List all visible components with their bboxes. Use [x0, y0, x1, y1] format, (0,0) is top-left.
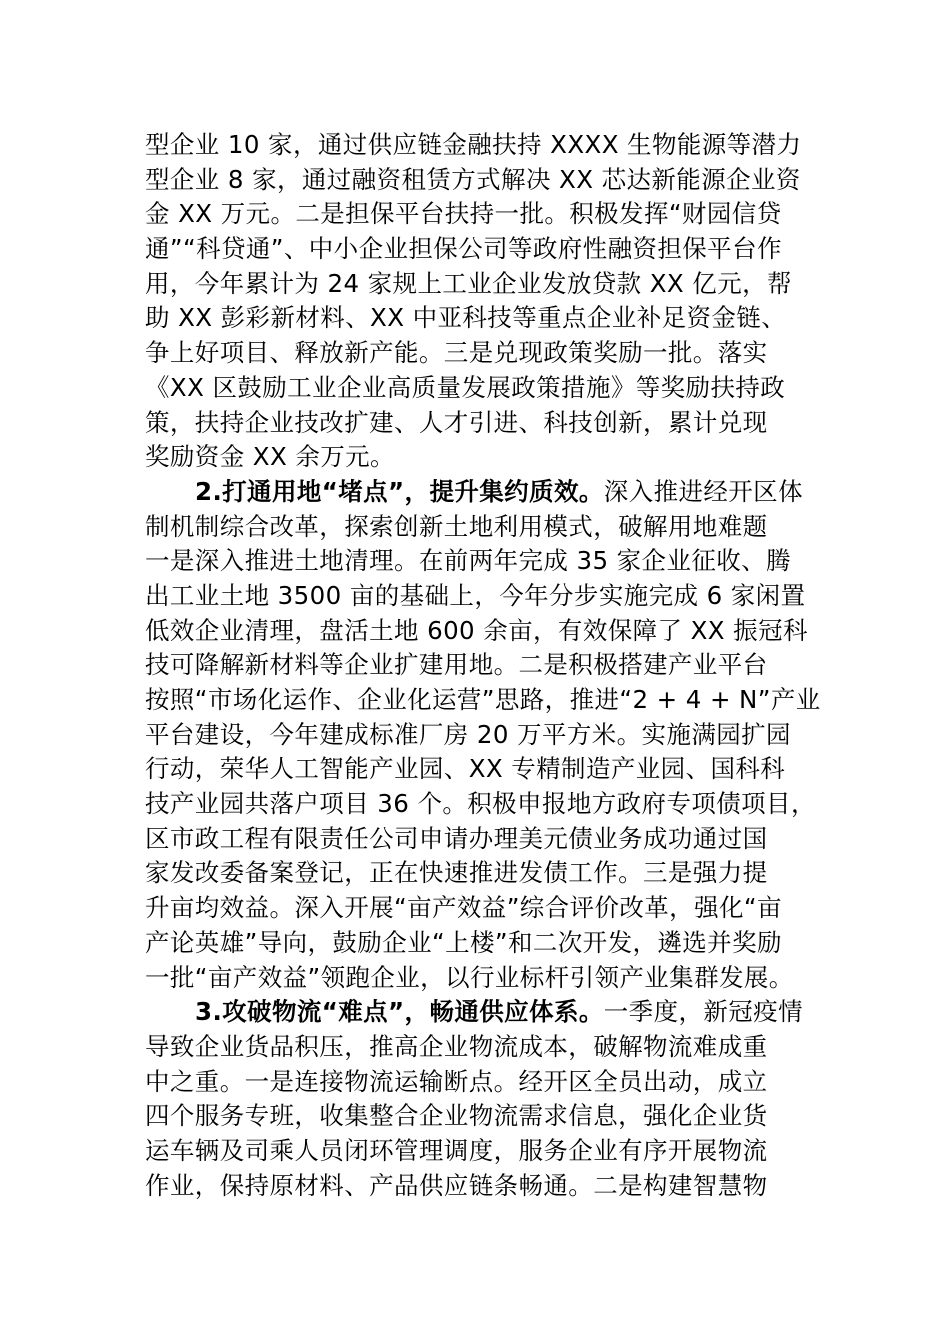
- text-line: 导致企业货品积压，推高企业物流成本，破解物流难成重: [145, 1031, 768, 1061]
- text-line: 金 XX 万元。二是担保平台扶持一批。积极发挥“财园信贷: [145, 199, 782, 229]
- text-line: 通”“科贷通”、中小企业担保公司等政府性融资担保平台作: [145, 234, 782, 264]
- text-line: 家发改委备案登记，正在快速推进发债工作。三是强力提: [145, 858, 768, 888]
- text-line: 《XX 区鼓励工业企业高质量发展政策措施》等奖励扶持政: [145, 372, 786, 402]
- text-line: 出工业土地 3500 亩的基础上，今年分步实施完成 6 家闲置: [145, 580, 806, 610]
- text-line: 作业，保持原材料、产品供应链条畅通。二是构建智慧物: [145, 1170, 768, 1200]
- text-line: 行动，荣华人工智能产业园、XX 专精制造产业园、国科科: [145, 754, 786, 784]
- document-page: [145, 128, 821, 1203]
- text-line: 产论英雄”导向，鼓励企业“上楼”和二次开发，遴选并奖励: [145, 927, 782, 957]
- text-line: 技可降解新材料等企业扩建用地。二是积极搭建产业平台: [145, 650, 768, 680]
- text-line: 运车辆及司乘人员闭环管理调度，服务企业有序开展物流: [145, 1135, 768, 1165]
- text-line: 助 XX 彭彩新材料、XX 中亚科技等重点企业补足资金链、: [145, 303, 787, 333]
- text-line: 按照“市场化运作、企业化运营”思路，推进“2 + 4 + N”产业: [145, 685, 821, 714]
- text-line: 区市政工程有限责任公司申请办理美元债业务成功通过国: [145, 823, 768, 853]
- text-line: 制机制综合改革，探索创新土地利用模式，破解用地难题: [145, 511, 768, 541]
- section-3-heading: 3.攻破物流“难点”，畅通供应体系。: [195, 997, 604, 1027]
- text-line: 升亩均效益。深入开展“亩产效益”综合评价改革，强化“亩: [145, 893, 782, 923]
- text-line: 技产业园共落户项目 36 个。积极申报地方政府专项债项目，: [145, 789, 816, 819]
- section-3-first-line: [145, 995, 807, 1030]
- text-line: 四个服务专班，收集整合企业物流需求信息，强化企业货: [145, 1101, 768, 1131]
- text-line: 一是深入推进土地清理。在前两年完成 35 家企业征收、腾: [145, 546, 791, 576]
- text-line: 中之重。一是连接物流运输断点。经开区全员出动，成立: [145, 1066, 768, 1096]
- text-line: 争上好项目、释放新产能。三是兑现政策奖励一批。落实: [145, 338, 768, 368]
- text-line: 一批“亩产效益”领跑企业，以行业标杆引领产业集群发展。: [145, 962, 794, 992]
- text-line: 奖励资金 XX 余万元。: [145, 442, 395, 472]
- text-line: 策，扶持企业技改扩建、人才引进、科技创新，累计兑现: [145, 407, 768, 437]
- text-line: 型企业 10 家，通过供应链金融扶持 XXXX 生物能源等潜力: [145, 130, 802, 159]
- text-line: 低效企业清理，盘活土地 600 余亩，有效保障了 XX 振冠科: [145, 615, 808, 645]
- text-line: 平台建设，今年建成标准厂房 20 万平方米。实施满园扩园: [145, 719, 791, 749]
- section-2-first-line: [145, 475, 807, 510]
- section-2-first-text: 深入推进经开区体: [603, 476, 803, 506]
- text-line: 型企业 8 家，通过融资租赁方式解决 XX 芯达新能源企业资: [145, 164, 801, 194]
- section-2-heading: 2.打通用地“堵点”，提升集约质效。: [195, 476, 604, 506]
- section-3-first-text: 一季度，新冠疫情: [603, 997, 803, 1027]
- text-line: 用，今年累计为 24 家规上工业企业发放贷款 XX 亿元，帮: [145, 268, 792, 298]
